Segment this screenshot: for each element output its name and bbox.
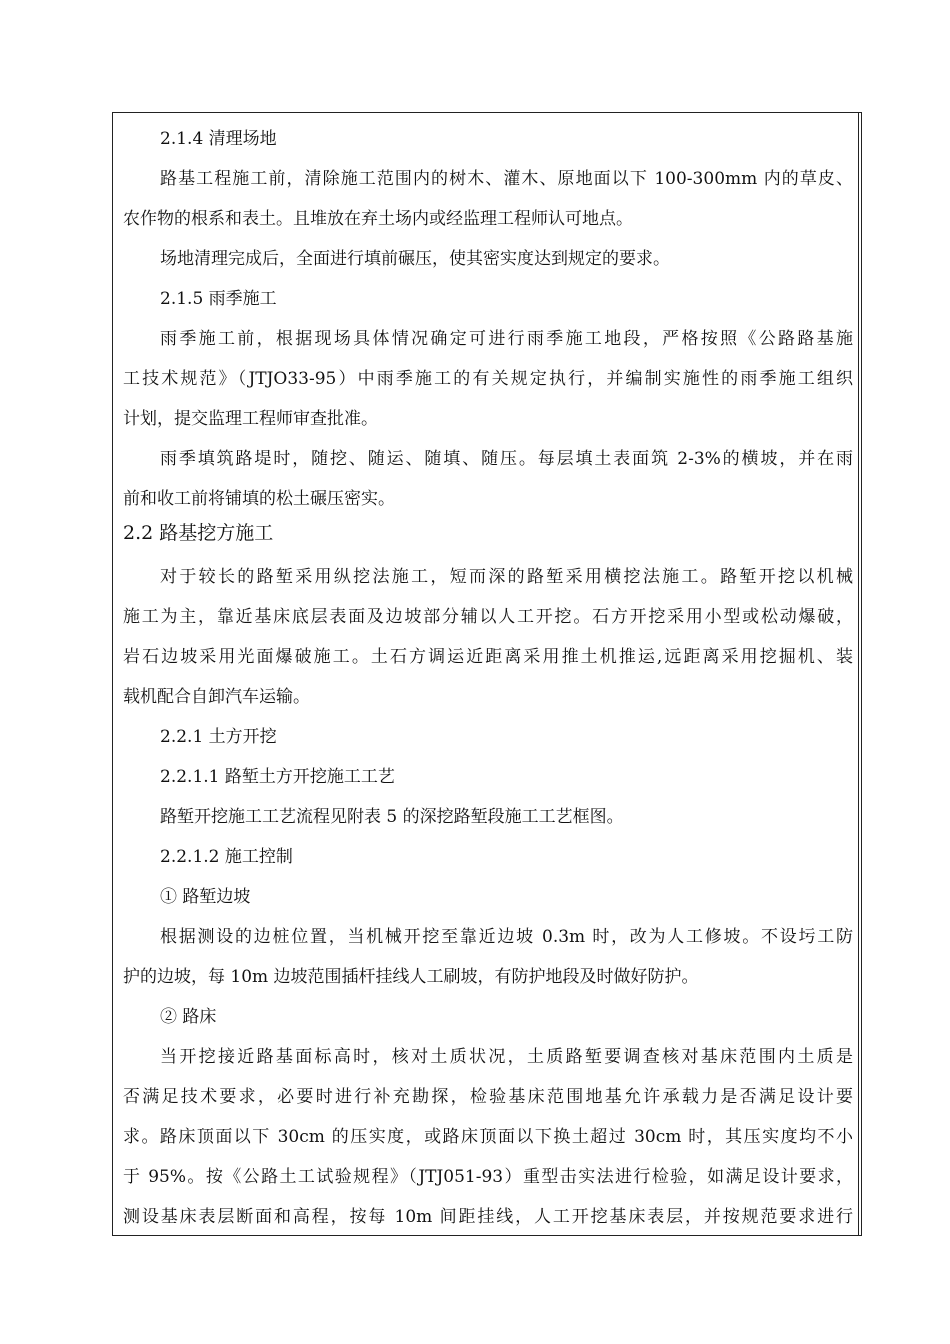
paragraph-line: 岩石边坡采用光面爆破施工。土石方调运近距离采用推土机推运,远距离采用挖掘机、装 (123, 647, 853, 667)
list-item-title: ② 路床 (160, 1007, 217, 1027)
paragraph-line: 路基工程施工前，清除施工范围内的树木、灌木、原地面以下 100-300mm 内的草皮、 (160, 169, 853, 189)
paragraph-line: 求。路床顶面以下 30cm 的压实度，或路床顶面以下换土超过 30cm 时，其压实度均不小 (123, 1127, 853, 1147)
paragraph-line: 雨季施工前，根据现场具体情况确定可进行雨季施工地段，严格按照《公路路基施 (160, 329, 853, 349)
heading-2-2: 2.2 路基挖方施工 (123, 522, 274, 544)
paragraph-line: 护的边坡，每 10m 边坡范围插杆挂线人工刷坡，有防护地段及时做好防护。 (123, 967, 699, 987)
paragraph-line: 场地清理完成后，全面进行填前碾压，使其密实度达到规定的要求。 (160, 249, 670, 269)
heading-2-2-1: 2.2.1 土方开挖 (160, 727, 277, 747)
paragraph-line: 载机配合自卸汽车运输。 (123, 687, 310, 707)
paragraph-line: 路堑开挖施工工艺流程见附表 5 的深挖路堑段施工工艺框图。 (160, 807, 624, 827)
heading-2-1-4: 2.1.4 清理场地 (160, 129, 277, 149)
paragraph-line: 工技术规范》（JTJO33-95）中雨季施工的有关规定执行，并编制实施性的雨季施工组织 (123, 369, 853, 389)
document-frame (112, 112, 862, 1236)
paragraph-line: 对于较长的路堑采用纵挖法施工，短而深的路堑采用横挖法施工。路堑开挖以机械 (160, 567, 853, 587)
heading-2-2-1-2: 2.2.1.2 施工控制 (160, 847, 293, 867)
paragraph-line: 于 95%。按《公路土工试验规程》（JTJ051-93）重型击实法进行检验，如满足设计要求， (123, 1167, 853, 1187)
paragraph-line: 农作物的根系和表土。且堆放在弃土场内或经监理工程师认可地点。 (123, 209, 633, 229)
heading-2-2-1-1: 2.2.1.1 路堑土方开挖施工工艺 (160, 767, 395, 787)
paragraph-line: 否满足技术要求，必要时进行补充勘探，检验基床范围地基允许承载力是否满足设计要 (123, 1087, 853, 1107)
paragraph-line: 雨季填筑路堤时，随挖、随运、随填、随压。每层填土表面筑 2-3%的横坡，并在雨 (160, 449, 853, 469)
paragraph-line: 前和收工前将铺填的松土碾压密实。 (123, 489, 395, 509)
heading-2-1-5: 2.1.5 雨季施工 (160, 289, 277, 309)
paragraph-line: 当开挖接近路基面标高时，核对土质状况，土质路堑要调查核对基床范围内土质是 (160, 1047, 853, 1067)
list-item-title: ① 路堑边坡 (160, 887, 251, 907)
paragraph-line: 计划，提交监理工程师审查批准。 (123, 409, 378, 429)
paragraph-line: 施工为主，靠近基床底层表面及边坡部分辅以人工开挖。石方开挖采用小型或松动爆破， (123, 607, 853, 627)
paragraph-line: 根据测设的边桩位置，当机械开挖至靠近边坡 0.3m 时，改为人工修坡。不设圬工防 (160, 927, 853, 947)
paragraph-line: 测设基床表层断面和高程，按每 10m 间距挂线，人工开挖基床表层，并按规范要求进行 (123, 1207, 853, 1227)
